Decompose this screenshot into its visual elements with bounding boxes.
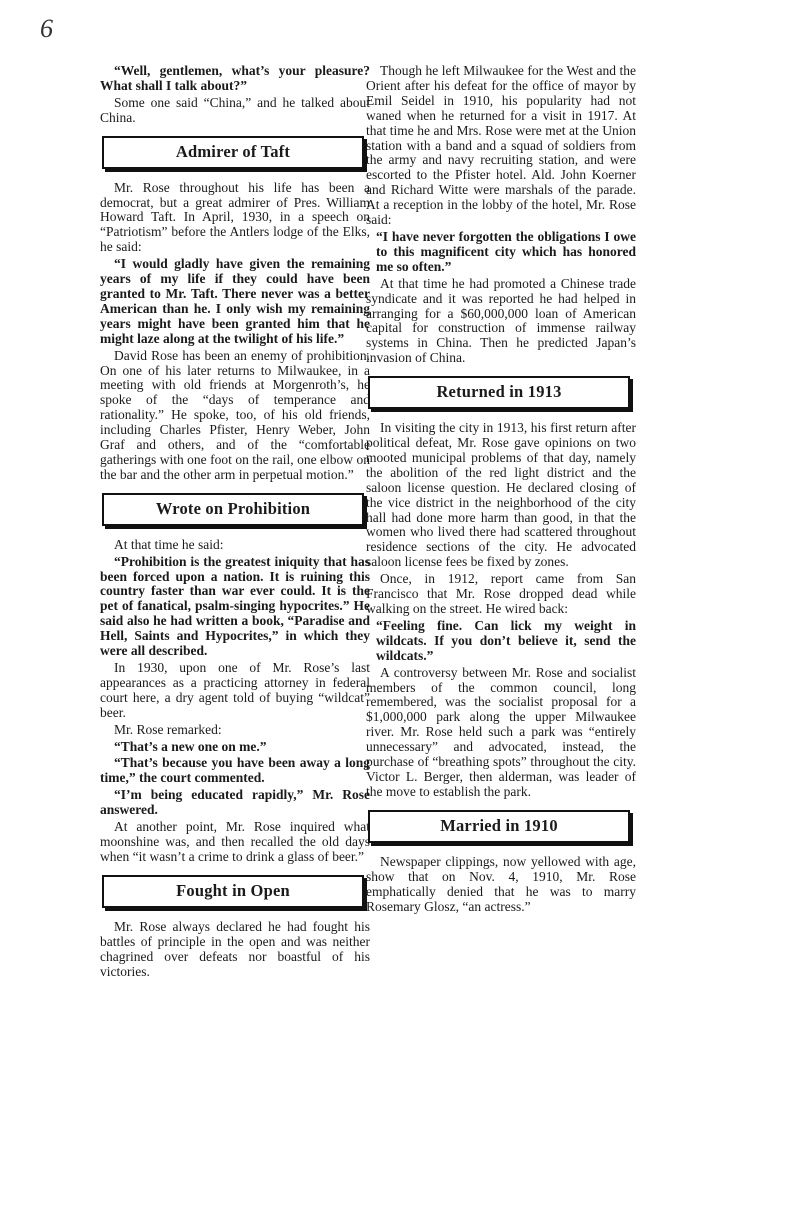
section-heading: Wrote on Prohibition bbox=[102, 493, 364, 526]
quote-paragraph: “I have never forgotten the obligations I owe to this magnificent city which has honored me so often.” bbox=[376, 228, 636, 274]
paragraph: A controversy between Mr. Rose and socialist members of the common council, long remembered, was the socialist proposal for a $1,000,000 park along the upper Milwaukee river. Mr. Rose held such a park was “entirely unnecessary” and advocated, instead, the purchase of “breathing spots” throughout the city. Victor L. Berger, then alderman, was leader of the move to establish the park. bbox=[366, 664, 636, 799]
paragraph: In 1930, upon one of Mr. Rose’s last appearances as a practicing attorney in federal court here, a dry agent told of buying “wildcat” beer. bbox=[100, 660, 370, 720]
section-heading: Returned in 1913 bbox=[368, 376, 630, 409]
paragraph: “Well, gentlemen, what’s your pleasure? What shall I talk about?” bbox=[100, 63, 370, 93]
quote-paragraph: “I’m being educated rapidly,” Mr. Rose answered. bbox=[100, 787, 370, 818]
paragraph: Though he left Milwaukee for the West and the Orient after his defeat for the office of mayor by Emil Seidel in 1910, his popularity had not waned when he returned for a visit in 1917. At that time he and Mrs. Rose were met at the Union station with a band and a squad of soldiers from the army and navy recruiting station, and were escorted to the Pfister hotel. Ald. John Koerner and Richard Witte were marshals of the parade. At a reception in the lobby of the hotel, Mr. Rose said: bbox=[366, 63, 636, 228]
paragraph: At that time he said: bbox=[114, 536, 224, 552]
left-column bbox=[100, 64, 370, 981]
section-heading: Fought in Open bbox=[102, 875, 364, 908]
page-number: 6 bbox=[40, 14, 53, 43]
quote-paragraph: “I would gladly have given the remaining years of my life if they could have been granted to Mr. Taft. There never was a better American than he. I only wish my remaining years might have been granted him that he might laze along at the twilight of his life.” bbox=[100, 256, 370, 346]
quote-paragraph: “That’s because you have been away a long time,” the court commented. bbox=[100, 755, 370, 786]
paragraph: Newspaper clippings, now yellowed with age, show that on Nov. 4, 1910, Mr. Rose emphatically denied that he was to marry Rosemary Glosz, “an actress.” bbox=[366, 853, 636, 914]
paragraph: Mr. Rose throughout his life has been a democrat, but a great admirer of Pres. William Howard Taft. In April, 1930, in a speech on “Patriotism” before the Antlers lodge of the Elks, he said: bbox=[100, 179, 370, 255]
paragraph: Mr. Rose remarked: bbox=[114, 721, 222, 737]
paragraph: Once, in 1912, report came from San Francisco that Mr. Rose dropped dead while walking on the street. He wired back: bbox=[366, 571, 636, 616]
section-heading: Admirer of Taft bbox=[102, 136, 364, 169]
paragraph: At that time he had promoted a Chinese trade syndicate and it was reported he had helped in arranging for a $60,000,000 loan of American capital for construction of immense railway systems in China. Then he predicted Japan’s invasion of China. bbox=[366, 275, 636, 366]
quote-paragraph: “That’s a new one on me.” bbox=[114, 738, 267, 754]
paragraph: At another point, Mr. Rose inquired what moonshine was, and then recalled the old days when “it wasn’t a crime to drink a glass of beer.” bbox=[100, 819, 370, 864]
paragraph: Some one said “China,” and he talked about China. bbox=[100, 94, 370, 125]
paragraph: Mr. Rose always declared he had fought his battles of principle in the open and was neither chagrined over defeats nor boastful of his victories. bbox=[100, 918, 370, 979]
paragraph: David Rose has been an enemy of prohibition. On one of his later returns to Milwaukee, in a meeting with old friends at Morgenroth’s, he spoke of the “days of temperance and rationality.” He spoke, too, of his old friends, including Charles Pfister, Henry Weber, John Graf and others, and of the “comfortable gatherings with one foot on the rail, one elbow on the bar and the other arm in perpetual motion.” bbox=[100, 347, 370, 482]
quote-paragraph: “Feeling fine. Can lick my weight in wildcats. If you don’t believe it, send the wildcats.” bbox=[376, 617, 636, 663]
paragraph: In visiting the city in 1913, his first return after political defeat, Mr. Rose gave opinions on two mooted municipal problems of that day, namely the abolition of the red light district and the saloon license question. He declared closing of the vice district in the neighborhood of the city hall had done more harm than good, in that the women who lived there had scattered throughout residence sections of the city. He advocated saloon license fees be fixed by zones. bbox=[366, 420, 636, 570]
quote-paragraph: “Prohibition is the greatest iniquity that has been forced upon a nation. It is ruining this country faster than war ever could. It is the pet of fanatical, psalm-singing hypocrites.” He said also he had written a book, “Paradise and Hell, Saints and Hypocrites,” in which they were all described. bbox=[100, 553, 370, 659]
section-heading: Married in 1910 bbox=[368, 810, 630, 843]
right-column bbox=[366, 64, 636, 916]
